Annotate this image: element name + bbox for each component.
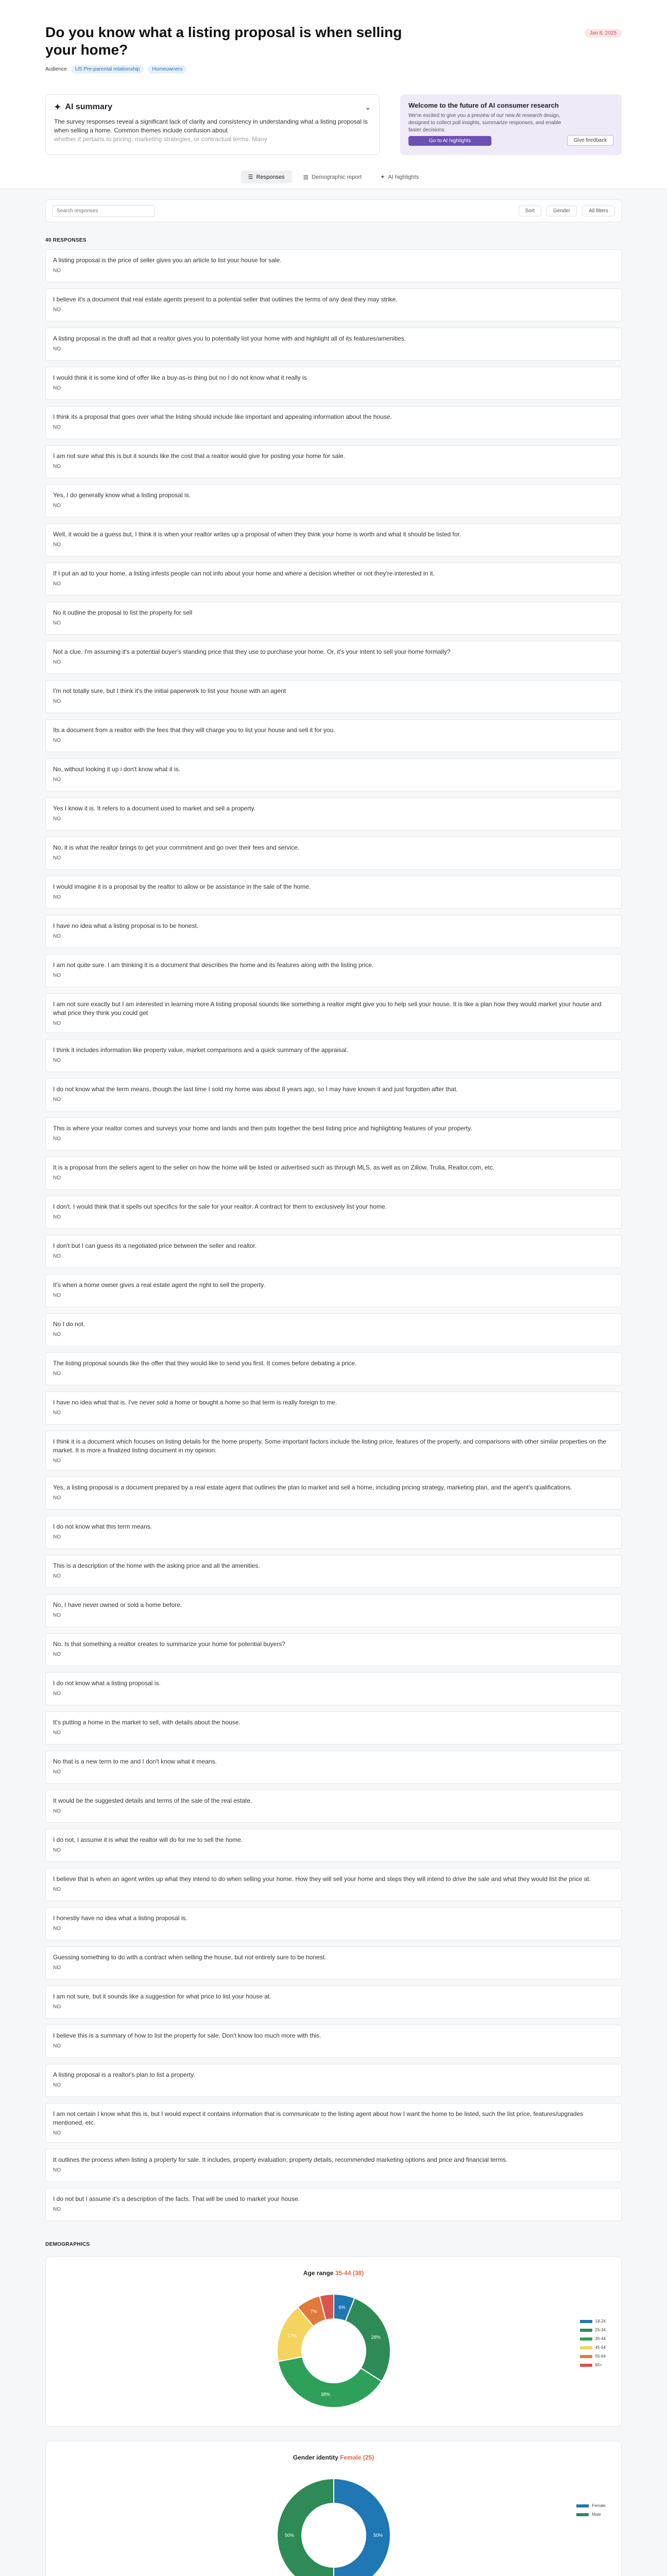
response-card [45,798,622,831]
response-text: I honestly have no idea what a listing proposal is. [53,1914,187,1922]
response-card [45,1672,622,1705]
date-badge: Jan 8, 2025 [585,29,622,38]
response-card [45,1157,622,1190]
response-text: I believe it's a document that real estate agents present to a potential seller that outlines the terms of any deal they may strike. [53,296,398,303]
legend-swatch [580,2329,592,2332]
response-card [45,328,622,361]
search-input[interactable] [52,205,155,217]
response-card [45,1516,622,1549]
response-meta: NO [53,1136,61,1142]
header [0,3,667,84]
donut-chart [267,2284,401,2418]
chart-legend [580,2319,606,2371]
response-text: No I do not. [53,1320,85,1328]
response-text: Yes, a listing proposal is a document prepared by a real estate agent that outlines the plan to market and sell a home, including pricing strategy, marketing plan, and the agent's qualifications. [53,1484,572,1491]
tab-ai-highlights[interactable]: ✦ AI highlights [380,174,419,180]
response-card [45,1868,622,1901]
response-meta: NO [53,934,61,939]
ai-summary-text: The survey responses reveal a significant lack of clarity and consistency in understanding what a listing proposal is when selling a home. Common themes include confusion about [54,118,368,134]
main-content [0,189,667,2576]
response-text: I have no idea what that is. I've never sold a home or bought a home so that term is really foreign to me. [53,1399,337,1406]
donut-chart [267,2468,401,2576]
response-card [45,1477,622,1510]
response-text: I would imagine it is a proposal by the realtor to allow or be assistance in the sale of the home. [53,883,311,890]
response-card [45,680,622,713]
sparkle-icon: ✦ [54,103,61,112]
slice-label: 28% [371,2334,381,2340]
response-meta: NO [53,1214,61,1220]
response-card [45,1711,622,1744]
response-text: If I put an ad to your home, a listing infests people can not info about your home and where a decision whether or not they're interested in it. [53,570,435,577]
legend-label: 65+ [595,2363,603,2367]
response-meta: NO [53,738,61,743]
response-card [45,1392,622,1425]
response-text: A listing proposal is the draft ad that a realtor gives you to potentially list your home with and highlight all of its features/amenities. [53,335,406,342]
response-text: It's putting a home in the market to sell, with details about the house. [53,1719,241,1726]
response-text: Well, it would be a guess but, I think it is when your realtor writes up a proposal of when they think your home is worth and what it should be listed for. [53,531,461,538]
filter-bar [45,199,622,222]
audience-label: Audience [45,66,67,72]
response-card [45,1751,622,1784]
response-card [45,1829,622,1862]
response-meta: NO [53,425,61,430]
legend-label: 45-54 [595,2345,606,2350]
responses-list [45,249,622,2221]
future-text: We're excited to give you a preview of our new AI research design, designed to collect poll insights, summarize responses, and enable faster decisions. [408,113,561,133]
page-title: Do you know what a listing proposal is when selling your home? [45,24,402,58]
response-text: I do not but I assume it's a description of the facts. That will be used to market your house. [53,2195,300,2202]
tab-bar [0,165,667,189]
pie-slice[interactable] [334,2479,390,2576]
legend-label: 25-34 [595,2328,606,2332]
response-meta: NO [53,1410,61,1416]
sort-button[interactable]: Sort [519,206,541,216]
chart-title: Gender identity Female (25) [293,2454,374,2461]
chevron-down-icon[interactable]: ⌄ [365,103,371,111]
response-meta: NO [53,1253,61,1259]
response-meta: NO [53,777,61,783]
response-meta: NO [53,1371,61,1377]
response-card [45,1078,622,1111]
response-text: I am not quite sure. I am thinking it is a document that describes the home and its features along with the listing price. [53,961,374,969]
chart-card [45,2257,622,2427]
legend-item [580,2354,606,2359]
response-meta: NO [53,699,61,704]
response-meta: NO [53,1652,61,1657]
slice-label: 17% [287,2333,297,2338]
ai-summary-card[interactable] [45,94,380,155]
response-meta: NO [53,346,61,352]
response-text: It would be the suggested details and terms of the sale of the real estate. [53,1797,252,1804]
chart-icon: ▥ [303,174,309,180]
ai-summary-title: AI summary [65,103,112,111]
response-card [45,1039,622,1072]
response-text: No it outline the proposal to list the property for sell [53,609,193,616]
feedback-button[interactable]: Give feedback [567,135,613,146]
response-text: I'm not totally sure, but I think it's the initial paperwork to list your house with an agent [53,687,286,694]
response-meta: NO [53,307,61,313]
response-card [45,1431,622,1470]
response-card [45,367,622,400]
audience-row [45,65,622,74]
response-card [45,2064,622,2097]
response-card [45,758,622,791]
response-meta: NO [53,894,61,900]
legend-swatch [580,2355,592,2358]
response-text: A listing proposal is the price of seller gives you an article to list your house for sale. [53,257,282,264]
legend-label: Female [592,2503,606,2508]
response-meta: NO [53,464,61,469]
response-text: This is where your realtor comes and surveys your home and lands and then puts together the best listing price and highlighting features of your property. [53,1125,472,1132]
response-meta: NO [53,1332,61,1337]
audience-chip[interactable]: US Pre-parental relationship [71,65,144,74]
response-card [45,484,622,517]
summary-row [0,84,667,165]
response-meta: NO [53,1495,61,1501]
response-text: I have no idea what a listing proposal is to be honest. [53,922,199,929]
response-meta: NO [53,1021,61,1026]
response-text: I don't but I can guess its a negotiated price between the seller and realtor. [53,1242,257,1249]
response-meta: NO [53,542,61,548]
response-meta: NO [53,1926,61,1931]
response-text: It outlines the process when listing a property for sale. It includes, property evaluation, property details, recommended marketing options and price and financial terms. [53,2156,508,2163]
response-card [45,1790,622,1823]
legend-item [576,2512,606,2517]
response-card [45,1313,622,1346]
response-meta: NO [53,1175,61,1181]
response-text: No that is a new term to me and I don't know what it means. [53,1758,217,1765]
legend-item [580,2345,606,2350]
future-card [400,94,622,155]
ai-summary-text-fade: whether it pertains to pricing, marketing strategies, or contractual terms. Many [54,135,267,143]
chart-title: Age range 35-44 (38) [303,2269,364,2277]
response-text: No, without looking it up i don't know what it is. [53,766,181,773]
slice-label: 50% [373,2533,383,2538]
response-card [45,993,622,1033]
slice-label: 38% [320,2392,330,2397]
response-meta: NO [53,2004,61,2010]
response-text: Its a document from a realtor with the fees that they will charge you to list your house and sell it for you. [53,726,335,734]
response-meta: NO [53,1730,61,1736]
response-card [45,1555,622,1588]
response-card [45,1907,622,1940]
response-meta: NO [53,268,61,274]
response-meta: NO [53,2043,61,2049]
response-text: I do not know what a listing proposal is. [53,1680,161,1687]
response-card [45,2025,622,2058]
response-card [45,1986,622,2019]
response-text: I do not know what the term means, though the last time I sold my home was about 8 years ago, so I may have known it and just forgotten after that. [53,1086,458,1093]
response-card [45,1633,622,1666]
response-text: I think it is a document which focuses on listing details for the home property. Some important factors include the listing price, features of the property, and comparisons with other similar properties on the market. It is more a finalized listing document in my opinion. [53,1438,607,1454]
response-text: It's when a home owner gives a real estate agent the right to sell the property. [53,1281,265,1289]
legend-swatch [576,2513,589,2516]
demographics-title: DEMOGRAPHICS [45,2242,90,2247]
legend-swatch [580,2364,592,2367]
audience-chip[interactable]: Homeowners [148,65,186,74]
response-card [45,1235,622,1268]
response-meta: NO [53,1808,61,1814]
response-meta: NO [53,1458,61,1464]
pie-slice[interactable] [345,2298,390,2381]
legend-label: 35-44 [595,2336,606,2341]
response-meta: NO [53,1691,61,1697]
response-card [45,1946,622,1979]
response-text: I am not sure exactly but I am interested in learning more A listing proposal sounds like something a realtor might give you to help sell your house. It is like a plan how they would market your house and what price they think you could get [53,1001,602,1016]
legend-swatch [580,2337,592,2341]
response-text: Not a clue. I'm assuming it's a potential buyer's standing price that they use to purchase your home. Or, it's your intent to sell your home formally? [53,648,451,655]
chart-legend [576,2503,606,2521]
response-meta: NO [53,2167,61,2173]
legend-swatch [580,2346,592,2349]
legend-item [580,2336,606,2341]
chat-icon: ☰ [248,174,253,180]
legend-item [580,2328,606,2332]
response-meta: NO [53,855,61,861]
response-card [45,563,622,596]
response-card [45,719,622,752]
response-text: This is a description of the home with the asking price and all the amenities. [53,1562,260,1569]
response-meta: NO [53,2130,61,2136]
response-card [45,523,622,556]
response-card [45,2188,622,2221]
legend-item [576,2503,606,2508]
response-meta: NO [53,2207,61,2212]
response-card [45,2103,622,2143]
response-text: I think it includes information like property value, market comparisons and a quick summary of the appraisal. [53,1046,348,1054]
response-text: No, I have never owned or sold a home before. [53,1601,182,1608]
tab-demographic-report[interactable]: ▥ Demographic report [303,174,362,180]
response-text: A listing proposal is a realtor's plan to list a property. [53,2071,195,2078]
response-text: I believe that is when an agent writes up what they intend to do when selling your home. How they will sell your home and steps they will intend to drive the sale and what they would list the price at. [53,1875,591,1883]
response-meta: NO [53,1058,61,1063]
legend-label: Male [592,2512,601,2517]
legend-item [580,2319,606,2324]
legend-label: 55-64 [595,2354,606,2359]
response-card [45,2149,622,2182]
slice-label: 50% [284,2533,294,2538]
response-meta: NO [53,1293,61,1298]
response-meta: NO [53,620,61,626]
response-text: Yes I know it is. It refers to a document used to market and sell a property. [53,805,255,812]
response-card [45,641,622,674]
response-meta: NO [53,1887,61,1892]
response-text: No. Is that something a realtor creates to summarize your home for potential buyers? [53,1640,285,1648]
all-filters-button[interactable]: All filters [582,206,615,216]
response-text: I would think it is some kind of offer like a buy-as-is thing but no I do not know what it really is [53,374,307,381]
response-meta: NO [53,659,61,665]
response-meta: NO [53,1848,61,1853]
response-text: I do not, I assume it is what the realtor will do for me to sell the home. [53,1836,243,1843]
response-card [45,1117,622,1150]
response-text: I am not sure, but it sounds like a suggestion for what price to list your house at. [53,1993,271,2000]
chart-card [45,2441,622,2576]
gender-filter-button[interactable]: Gender [546,206,577,216]
response-card [45,954,622,987]
response-text: I am not sure what this is but it sounds like the cost that a realtor would give for posting your home for sale. [53,452,345,460]
response-card [45,406,622,439]
response-text: I don't. I would think that it spells out specifics for the sale for your realtor. A contract for them to exclusively list your home. [53,1203,387,1210]
response-card [45,876,622,909]
response-meta: NO [53,581,61,587]
ai-highlights-button[interactable]: Go to AI highlights [408,136,491,146]
response-card [45,915,622,948]
response-meta: NO [53,1965,61,1971]
response-card [45,837,622,870]
response-meta: NO [53,503,61,509]
legend-swatch [580,2320,592,2323]
responses-title: 40 RESPONSES [45,238,87,243]
response-meta: NO [53,1097,61,1103]
response-text: I am not certain I know what this is, but I would expect it contains information that is communicate to the listing agent about how I want the home to be listed, such the list price, features/upgrades mentioned, etc. [53,2110,584,2126]
slice-label: 6% [338,2304,346,2310]
sparkle-icon: ✦ [380,174,385,180]
response-card [45,1594,622,1627]
legend-item [580,2363,606,2367]
response-card [45,1352,622,1385]
legend-swatch [576,2504,589,2507]
tab-responses[interactable]: ☰ Responses [241,171,292,183]
response-meta: NO [53,1613,61,1618]
response-text: It is a proposal from the sellers agent to the seller on how the home will be listed or advertised such as through MLS, as well as on Zillow, Trulia, Realtor.com, etc. [53,1164,495,1171]
response-text: Yes, I do generally know what a listing proposal is. [53,492,191,499]
response-meta: NO [53,385,61,391]
future-title: Welcome to the future of AI consumer research [408,101,559,109]
response-meta: NO [53,973,61,978]
response-card [45,1196,622,1229]
response-text: No, it is what the realtor brings to get your commitment and go over their fees and service. [53,844,300,851]
response-text: I believe this is a summary of how to list the property for sale. Don't know too much more with this. [53,2032,321,2039]
demographics-charts [45,2257,622,2576]
response-card [45,289,622,321]
response-text: The listing proposal sounds like the offer that they would like to send you first. It comes before debating a price. [53,1360,357,1367]
response-card [45,602,622,635]
response-meta: NO [53,1534,61,1540]
pie-slice[interactable] [277,2479,334,2576]
response-meta: NO [53,2082,61,2088]
legend-label: 18-24 [595,2319,606,2324]
slice-label: 7% [310,2309,317,2314]
response-card [45,249,622,282]
response-card [45,1274,622,1307]
response-meta: NO [53,816,61,822]
response-meta: NO [53,1769,61,1775]
response-text: I do not know what this term means. [53,1523,152,1530]
response-text: Guessing something to do with a contract when selling the house, but not entirely sure to be honest. [53,1954,327,1961]
response-text: I think its a proposal that goes over what the listing should include like important and appealing information about the house. [53,413,392,420]
response-card [45,445,622,478]
response-meta: NO [53,1573,61,1579]
